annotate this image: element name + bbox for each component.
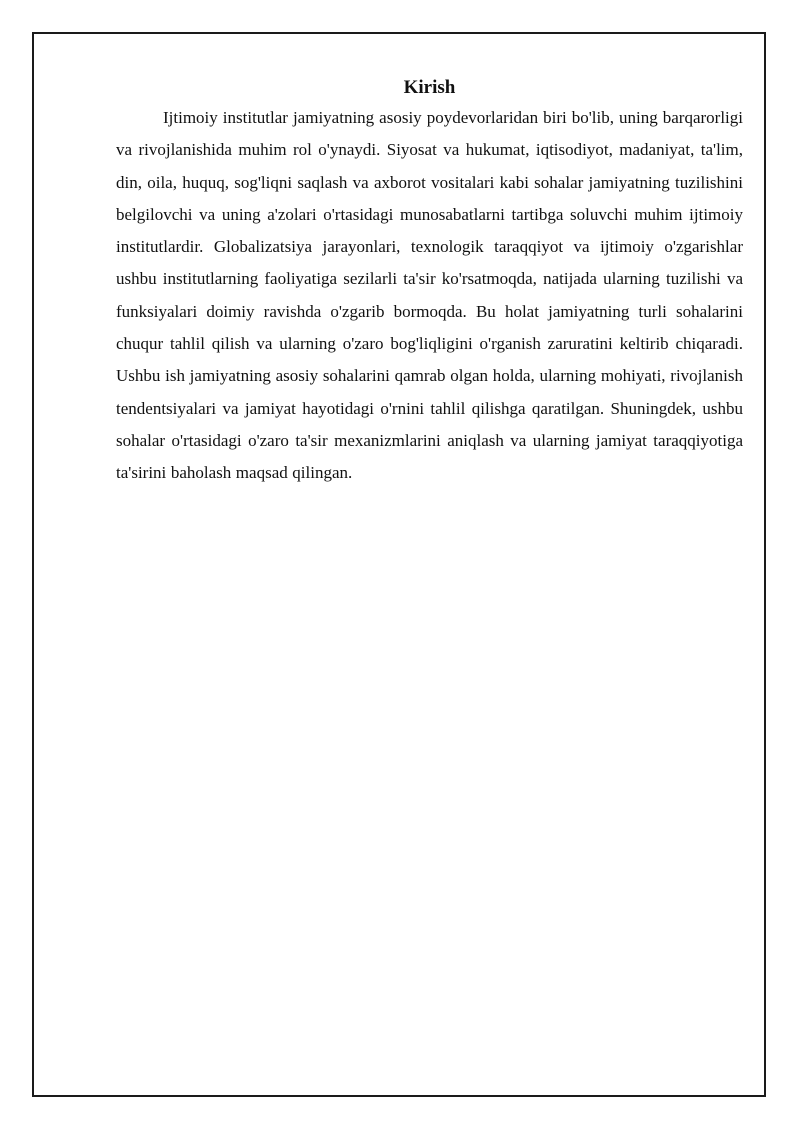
intro-paragraph: Ijtimoiy institutlar jamiyatning asosiy poydevorlaridan biri bo'lib, uning barqarorligi va rivojlanishida muhim rol o'ynaydi. Siyosat va hukumat, iqtisodiyot, madaniyat, ta'lim, din, oila, huquq, sog'liqni saqlash va axborot vositalari kabi sohalar jamiyatning tuzilishini belgilovchi va uning a'zolari o'rtasidagi munosabatlarni tartibga soluvchi muhim ijtimoiy institutlardir. Globalizatsiya jarayonlari, texnologik taraqqiyot va ijtimoiy o'zgarishlar ushbu institutlarning faoliyatiga sezilarli ta'sir ko'rsatmoqda, natijada ularning tuzilishi va funksiyalari doimiy ravishda o'zgarib bormoqda. Bu holat jamiyatning turli sohalarini chuqur tahlil qilish va ularning o'zaro bog'liqligini o'rganish zaruratini keltirib chiqaradi. Ushbu ish jamiyatning asosiy sohalarini qamrab olgan holda, ularning mohiyati, rivojlanish tendentsiyalari va jamiyat hayotidagi o'rnini tahlil qilishga qaratilgan. Shuningdek, ushbu sohalar o'rtasidagi o'zaro ta'sir mexanizmlarini aniqlash va ularning jamiyat taraqqiyotiga ta'sirini baholash maqsad qilingan. [116, 108, 743, 483]
document-body [116, 74, 743, 490]
section-title: Kirish [403, 77, 456, 98]
